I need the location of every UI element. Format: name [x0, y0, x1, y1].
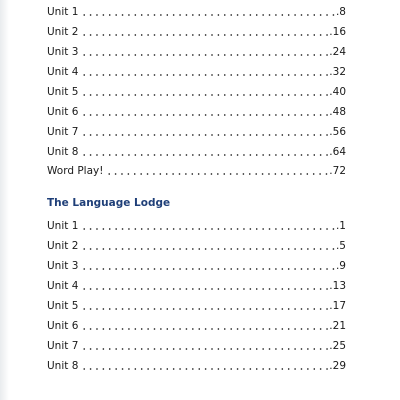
toc-entry-label: Unit 3 — [47, 260, 79, 272]
toc-entry-page: .8 — [335, 6, 346, 18]
toc-entry-label: Unit 8 — [47, 360, 79, 372]
dot-leader — [81, 54, 328, 56]
toc-entry[interactable] — [47, 82, 346, 98]
toc-entry-page: .1 — [335, 220, 346, 232]
toc-entry[interactable] — [47, 316, 346, 332]
toc-entry[interactable] — [47, 236, 346, 252]
toc-entry[interactable] — [47, 62, 346, 78]
section-title: The Language Lodge — [47, 197, 171, 209]
dot-leader — [81, 268, 335, 270]
dot-leader — [81, 14, 335, 16]
toc-entry-page: .29 — [329, 360, 346, 372]
toc-entry[interactable] — [47, 102, 346, 118]
toc-entry[interactable] — [47, 296, 346, 312]
dot-leader — [81, 368, 328, 370]
toc-entry[interactable] — [47, 161, 346, 177]
toc-entry[interactable] — [47, 42, 346, 58]
toc-entry-page: .17 — [329, 300, 346, 312]
toc-entry-label: Unit 4 — [47, 280, 79, 292]
dot-leader — [81, 74, 328, 76]
toc-entry[interactable] — [47, 256, 346, 272]
toc-entry[interactable] — [47, 356, 346, 372]
toc-entry-label: Unit 2 — [47, 26, 79, 38]
toc-entry-page: .48 — [329, 106, 346, 118]
toc-entry-label: Word Play! — [47, 165, 104, 177]
toc-entry-page: .40 — [329, 86, 346, 98]
dot-leader — [81, 288, 328, 290]
page-edge-shadow — [0, 0, 9, 400]
toc-entry-page: .13 — [329, 280, 346, 292]
toc-entry-page: .9 — [335, 260, 346, 272]
toc-entry-label: Unit 1 — [47, 6, 79, 18]
toc-entry-page: .32 — [329, 66, 346, 78]
toc-entry-label: Unit 6 — [47, 320, 79, 332]
toc-entry[interactable] — [47, 142, 346, 158]
dot-leader — [81, 154, 328, 156]
toc-entry-page: .56 — [329, 126, 346, 138]
toc-entry[interactable] — [47, 276, 346, 292]
dot-leader — [81, 134, 328, 136]
toc-entry-page: .72 — [329, 165, 346, 177]
toc-entry[interactable] — [47, 2, 346, 18]
toc-entry[interactable] — [47, 216, 346, 232]
toc-entry-label: Unit 6 — [47, 106, 79, 118]
toc-entry-label: Unit 7 — [47, 126, 79, 138]
dot-leader — [81, 348, 328, 350]
toc-entry-page: .21 — [329, 320, 346, 332]
toc-entry[interactable] — [47, 336, 346, 352]
toc-entry-label: Unit 1 — [47, 220, 79, 232]
toc-entry-label: Unit 5 — [47, 86, 79, 98]
dot-leader — [81, 114, 328, 116]
toc-entry-label: Unit 2 — [47, 240, 79, 252]
toc-entry-label: Unit 4 — [47, 66, 79, 78]
dot-leader — [81, 248, 335, 250]
dot-leader — [81, 308, 328, 310]
dot-leader — [106, 173, 328, 175]
toc-entry[interactable] — [47, 122, 346, 138]
dot-leader — [81, 34, 328, 36]
toc-entry-page: .16 — [329, 26, 346, 38]
toc-entry-page: .5 — [335, 240, 346, 252]
dot-leader — [81, 94, 328, 96]
toc-entry-label: Unit 8 — [47, 146, 79, 158]
dot-leader — [81, 228, 335, 230]
toc-entry[interactable] — [47, 22, 346, 38]
dot-leader — [81, 328, 328, 330]
toc-entry-label: Unit 5 — [47, 300, 79, 312]
toc-entry-page: .25 — [329, 340, 346, 352]
toc-entry-page: .24 — [329, 46, 346, 58]
toc-entry-page: .64 — [329, 146, 346, 158]
toc-entry-label: Unit 3 — [47, 46, 79, 58]
toc-entry-label: Unit 7 — [47, 340, 79, 352]
